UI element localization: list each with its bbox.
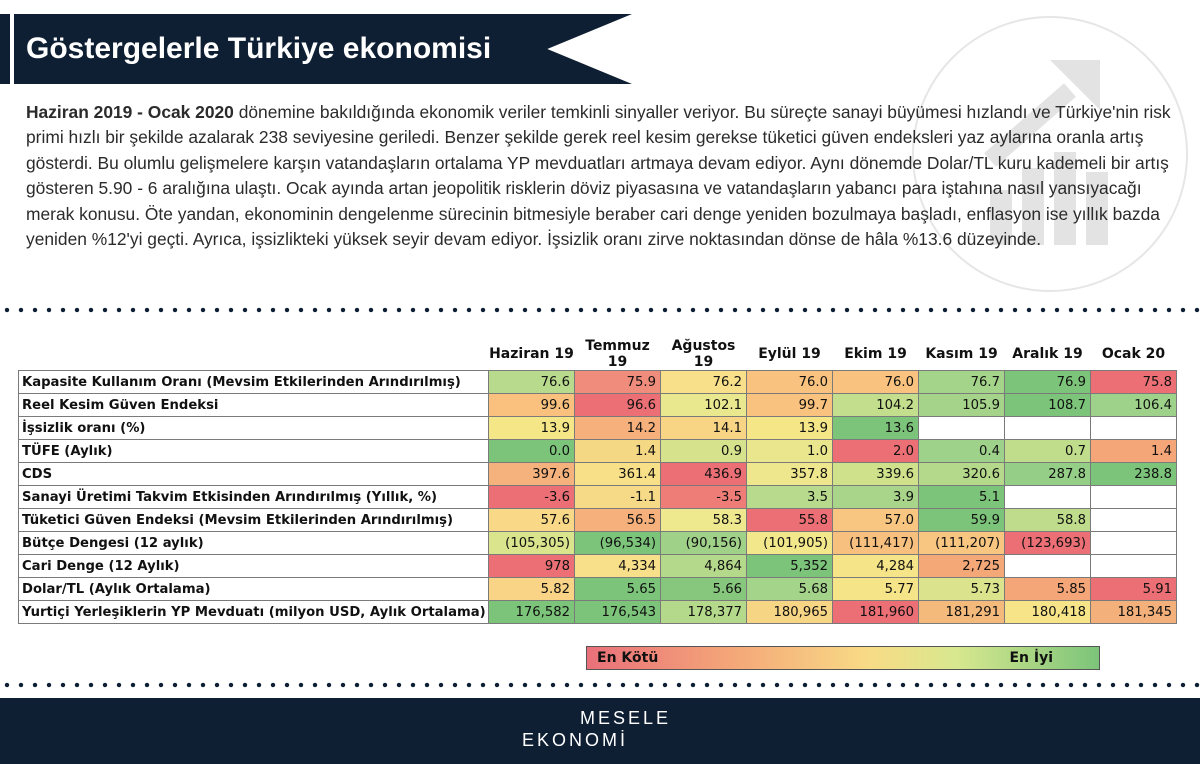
table-cell: 320.6	[919, 463, 1005, 486]
table-cell: (96,534)	[575, 532, 661, 555]
table-cell: 2,725	[919, 555, 1005, 578]
table-cell	[1005, 555, 1091, 578]
dotted-divider-top	[0, 307, 1200, 313]
table-row	[19, 440, 1177, 463]
table-cell: -3.5	[661, 486, 747, 509]
table-cell: 75.8	[1091, 371, 1177, 394]
brand-logo	[518, 706, 688, 756]
table-cell: 57.6	[489, 509, 575, 532]
table-cell: -1.1	[575, 486, 661, 509]
table-row	[19, 578, 1177, 601]
table-cell: 0.9	[661, 440, 747, 463]
row-label: CDS	[19, 463, 489, 486]
table-cell	[1091, 555, 1177, 578]
table-cell: 5.91	[1091, 578, 1177, 601]
table-cell: 76.9	[1005, 371, 1091, 394]
color-scale-legend	[586, 646, 1100, 670]
table-cell: 238.8	[1091, 463, 1177, 486]
legend-worst-label: En Kötü	[597, 650, 659, 666]
column-header: Eylül 19	[747, 338, 833, 371]
table-cell: 13.6	[833, 417, 919, 440]
column-header: Ocak 20	[1091, 338, 1177, 371]
table-cell	[1005, 486, 1091, 509]
table-row	[19, 509, 1177, 532]
table-cell: 3.9	[833, 486, 919, 509]
table-cell: 76.7	[919, 371, 1005, 394]
table-cell: 5.66	[661, 578, 747, 601]
table-cell: 76.0	[833, 371, 919, 394]
table-cell: 1.4	[1091, 440, 1177, 463]
table-cell: 357.8	[747, 463, 833, 486]
table-cell: 436.9	[661, 463, 747, 486]
table-row	[19, 463, 1177, 486]
column-header: Ağustos 19	[661, 338, 747, 371]
page-title: Göstergelerle Türkiye ekonomisi	[26, 32, 492, 65]
table-cell	[1091, 486, 1177, 509]
table-cell: 13.9	[747, 417, 833, 440]
table-row	[19, 394, 1177, 417]
table-cell: 106.4	[1091, 394, 1177, 417]
column-header: Ekim 19	[833, 338, 919, 371]
table-cell: 5,352	[747, 555, 833, 578]
column-header: Haziran 19	[489, 338, 575, 371]
table-cell: (90,156)	[661, 532, 747, 555]
table-row	[19, 601, 1177, 624]
table-cell	[1091, 509, 1177, 532]
row-label: Kapasite Kullanım Oranı (Mevsim Etkilerinden Arındırılmış)	[19, 371, 489, 394]
table-cell: 14.1	[661, 417, 747, 440]
table-cell: 76.0	[747, 371, 833, 394]
legend-best-label: En İyi	[1009, 650, 1053, 666]
table-cell: 0.4	[919, 440, 1005, 463]
table-cell: -3.6	[489, 486, 575, 509]
table-cell	[919, 417, 1005, 440]
table-cell: 96.6	[575, 394, 661, 417]
table-cell: 287.8	[1005, 463, 1091, 486]
table-cell: 339.6	[833, 463, 919, 486]
table-cell	[1091, 532, 1177, 555]
table-cell: 108.7	[1005, 394, 1091, 417]
table-cell: 978	[489, 555, 575, 578]
row-label: Yurtiçi Yerleşiklerin YP Mevduatı (milyon USD, Aylık Ortalama)	[19, 601, 489, 624]
title-stripe	[10, 14, 14, 84]
table-row	[19, 417, 1177, 440]
table-cell: 0.7	[1005, 440, 1091, 463]
table-cell: 75.9	[575, 371, 661, 394]
table-body	[19, 371, 1177, 624]
header-empty	[19, 338, 489, 371]
table-cell: (111,207)	[919, 532, 1005, 555]
table-cell: 102.1	[661, 394, 747, 417]
intro-period: Haziran 2019 - Ocak 2020	[26, 102, 234, 122]
table-cell: 178,377	[661, 601, 747, 624]
table-cell: 361.4	[575, 463, 661, 486]
table-cell: 1.4	[575, 440, 661, 463]
table-cell: 181,291	[919, 601, 1005, 624]
table-cell: 76.6	[489, 371, 575, 394]
table-cell: 58.3	[661, 509, 747, 532]
table-cell	[1091, 417, 1177, 440]
row-label: Reel Kesim Güven Endeksi	[19, 394, 489, 417]
table-cell: 5.68	[747, 578, 833, 601]
row-label: Dolar/TL (Aylık Ortalama)	[19, 578, 489, 601]
table-cell: 176,582	[489, 601, 575, 624]
logo-line2: EKONOMİ	[522, 730, 629, 750]
table-cell: 181,960	[833, 601, 919, 624]
table-cell: 0.0	[489, 440, 575, 463]
table-cell: 55.8	[747, 509, 833, 532]
table-row	[19, 371, 1177, 394]
logo-line1: MESELE	[580, 708, 672, 728]
table-cell: 5.65	[575, 578, 661, 601]
table-cell: 397.6	[489, 463, 575, 486]
table-cell: 104.2	[833, 394, 919, 417]
table-cell: 58.8	[1005, 509, 1091, 532]
column-header: Temmuz 19	[575, 338, 661, 371]
table-cell: (105,305)	[489, 532, 575, 555]
column-header: Kasım 19	[919, 338, 1005, 371]
table-cell: 1.0	[747, 440, 833, 463]
table-row	[19, 532, 1177, 555]
table-cell: 99.6	[489, 394, 575, 417]
table-row	[19, 555, 1177, 578]
intro-body: dönemine bakıldığında ekonomik veriler temkinli sinyaller veriyor. Bu süreçte sanayi büyümesi hızlandı ve Türkiye'nin risk primi hızlı bir şekilde azalarak 238 seviyesine geriledi. Benzer şekilde gerek reel kesim gerekse tüketici güven endeksleri yaz aylarına oranla artış gösterdi. Bu olumlu gelişmelere karşın vatandaşların ortalama YP mevduatları artmaya devam ediyor. Aynı dönemde Dolar/TL kuru kademeli bir artış gösteren 5.90 - 6 aralığına ulaştı. Ocak ayında artan jeopolitik risklerin döviz piyasasına ve vatandaşların yabancı para iştahına nasıl yansıyacağı merak konusu. Öte yandan, ekonominin dengelenme sürecinin bitmesiyle beraber cari denge yeniden bozulmaya başladı, enflasyon ise yıllık bazda yeniden %12'yi geçti. Ayrıca, işsizlikteki yüksek seyir devam ediyor. İşsizlik oranı zirve noktasından dönse de hâla %13.6 düzeyinde.	[26, 102, 1171, 250]
table-cell: 5.1	[919, 486, 1005, 509]
table-cell: 5.82	[489, 578, 575, 601]
table-cell: (111,417)	[833, 532, 919, 555]
table-cell: 5.77	[833, 578, 919, 601]
dotted-divider-bottom	[0, 682, 1200, 688]
table-cell: 57.0	[833, 509, 919, 532]
table-cell: 181,345	[1091, 601, 1177, 624]
table-cell: 4,284	[833, 555, 919, 578]
table-cell: 105.9	[919, 394, 1005, 417]
table-cell: (101,905)	[747, 532, 833, 555]
row-label: Bütçe Dengesi (12 aylık)	[19, 532, 489, 555]
table-cell: 5.85	[1005, 578, 1091, 601]
table-cell: 59.9	[919, 509, 1005, 532]
intro-paragraph	[26, 100, 1174, 252]
table-cell	[1005, 417, 1091, 440]
table-cell: 13.9	[489, 417, 575, 440]
row-label: Cari Denge (12 Aylık)	[19, 555, 489, 578]
table-cell: 4,334	[575, 555, 661, 578]
row-label: Sanayi Üretimi Takvim Etkisinden Arındırılmış (Yıllık, %)	[19, 486, 489, 509]
row-label: Tüketici Güven Endeksi (Mevsim Etkilerinden Arındırılmış)	[19, 509, 489, 532]
table-cell: 180,965	[747, 601, 833, 624]
table-cell: 176,543	[575, 601, 661, 624]
table-header-row	[19, 338, 1177, 371]
row-label: İşsizlik oranı (%)	[19, 417, 489, 440]
table-cell: 56.5	[575, 509, 661, 532]
table-cell: 180,418	[1005, 601, 1091, 624]
indicators-table	[18, 338, 1177, 624]
table-cell: 3.5	[747, 486, 833, 509]
table-row	[19, 486, 1177, 509]
table-cell: 76.2	[661, 371, 747, 394]
row-label: TÜFE (Aylık)	[19, 440, 489, 463]
table-cell: 5.73	[919, 578, 1005, 601]
column-header: Aralık 19	[1005, 338, 1091, 371]
table-cell: 4,864	[661, 555, 747, 578]
table-cell: 99.7	[747, 394, 833, 417]
table-cell: 14.2	[575, 417, 661, 440]
table-cell: 2.0	[833, 440, 919, 463]
table-cell: (123,693)	[1005, 532, 1091, 555]
